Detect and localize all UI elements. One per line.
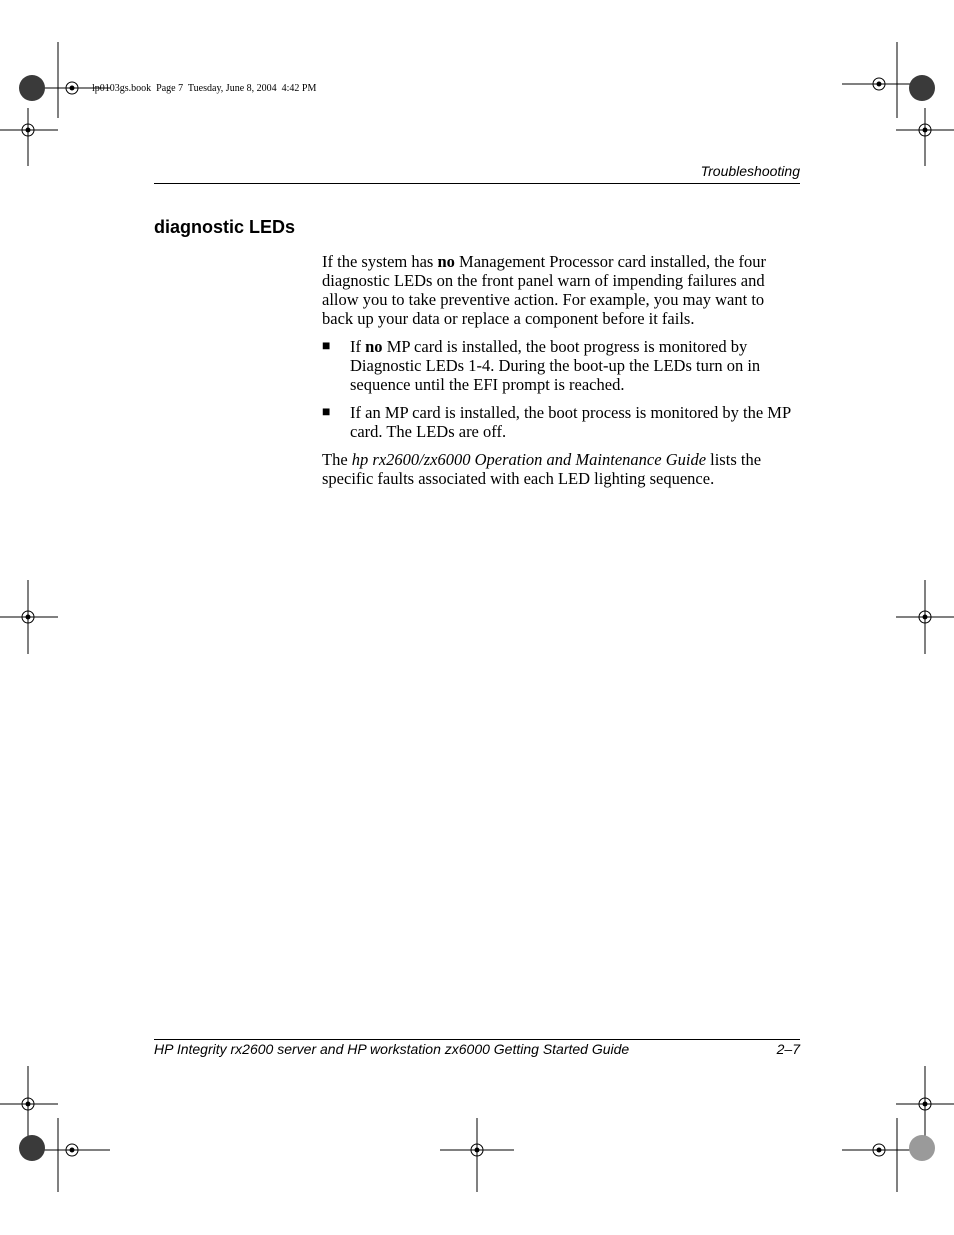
intro-text-2: Management Processor card installed, the four diagnostic LEDs on the front panel warn of impending failures and allow you to take preventive action. For example, you may want to back up your data or replace a component before it fails. [322, 252, 767, 328]
guide-title: hp rx2600/zx6000 Operation and Maintenance Guide [351, 450, 707, 469]
list-item [322, 337, 792, 394]
closing-paragraph: The hp rx2600/zx6000 Operation and Maintenance Guide lists the specific faults associated with each LED lighting sequence. [322, 450, 762, 488]
footer-title: HP Integrity rx2600 server and HP workstation zx6000 Getting Started Guide [154, 1041, 630, 1057]
bullet-text: If an MP card is installed, the boot process is monitored by the MP card. The LEDs are off. [350, 403, 791, 441]
bullet-square-icon: ■ [322, 405, 331, 420]
section-title: diagnostic LEDs [154, 217, 296, 237]
running-head: Troubleshooting [700, 163, 800, 179]
header-rule [154, 183, 800, 184]
footer-rule [154, 1039, 800, 1040]
list-item [322, 403, 792, 441]
intro-bold: no [437, 252, 455, 271]
bullet-text: If no MP card is installed, the boot progress is monitored by Diagnostic LEDs 1-4. During the boot-up the LEDs turn on in sequence until the EFI prompt is reached. [350, 337, 761, 394]
bullet-square-icon: ■ [322, 339, 331, 354]
body-content [322, 252, 792, 497]
intro-paragraph [322, 252, 792, 328]
book-info-line: lp0103gs.book Page 7 Tuesday, June 8, 2004 4:42 PM [92, 83, 317, 94]
page-number: 2–7 [776, 1041, 800, 1057]
intro-text-1: If the system has [322, 252, 438, 271]
